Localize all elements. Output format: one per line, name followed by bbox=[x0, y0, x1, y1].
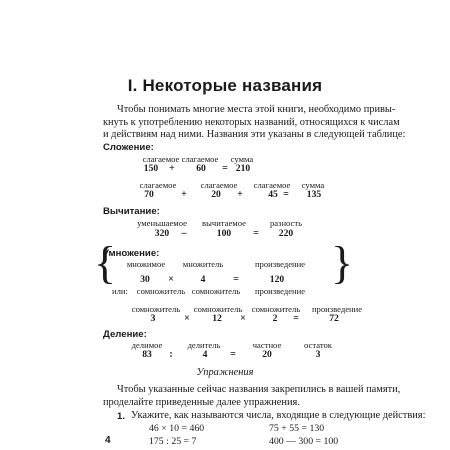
exercises-intro-line-1: Чтобы указанные сейчас названия закрепились в вашей памяти, bbox=[117, 384, 401, 395]
division-label: частное bbox=[252, 340, 282, 350]
multiplication-label: сомножитель bbox=[131, 304, 181, 314]
intro-line-2: кнуть к употреблению некоторых названий, относящихся к числам bbox=[103, 116, 400, 128]
page-title: I. Некоторые названия bbox=[127, 76, 323, 95]
addition-label: слагаемое bbox=[142, 154, 180, 164]
operator-sign: – bbox=[181, 228, 187, 239]
subtraction-label: уменьшаемое bbox=[137, 218, 187, 228]
multiplication-label: сомножитель bbox=[191, 286, 241, 296]
operator-sign: + bbox=[169, 163, 175, 174]
addition-heading: Сложение: bbox=[103, 142, 154, 153]
operator-sign: + bbox=[181, 189, 187, 200]
operator-sign: + bbox=[237, 189, 243, 200]
multiplication-label: сомножитель bbox=[251, 304, 301, 314]
division-heading: Деление: bbox=[103, 329, 147, 340]
operator-sign: = bbox=[253, 228, 259, 239]
multiplication-label: множитель bbox=[182, 259, 224, 269]
addition-label: слагаемое bbox=[139, 180, 177, 190]
multiplication-label: произведение bbox=[311, 304, 363, 314]
subtraction-number: 320 bbox=[154, 228, 170, 239]
addition-number: 70 bbox=[144, 189, 154, 200]
addition-label: слагаемое bbox=[200, 180, 238, 190]
exercises-intro-line-2: проделайте приведенные далее упражнения. bbox=[103, 396, 300, 408]
addition-number: 135 bbox=[306, 189, 322, 200]
division-label: делимое bbox=[131, 340, 163, 350]
multiplication-label: сомножитель bbox=[136, 286, 186, 296]
multiplication-label: произведение bbox=[254, 259, 306, 269]
addition-number: 20 bbox=[211, 189, 221, 200]
division-number: 20 bbox=[262, 349, 272, 360]
right-curly-brace: } bbox=[331, 237, 354, 288]
exercise-expression: 75 + 55 = 130 bbox=[269, 423, 325, 434]
or-word: или: bbox=[112, 286, 128, 296]
operator-sign: = bbox=[222, 163, 228, 174]
addition-number: 60 bbox=[196, 163, 206, 174]
page-number: 4 bbox=[105, 435, 111, 446]
addition-number: 210 bbox=[235, 163, 251, 174]
addition-label: сумма bbox=[301, 180, 325, 190]
operator-sign: = bbox=[283, 189, 289, 200]
addition-label: слагаемое bbox=[253, 180, 291, 190]
division-number: 3 bbox=[315, 349, 321, 360]
multiplication-number: 4 bbox=[200, 274, 206, 285]
addition-label: сумма bbox=[230, 154, 254, 164]
division-label: делитель bbox=[187, 340, 221, 350]
multiplication-number: 72 bbox=[329, 313, 339, 324]
multiplication-label: множимое bbox=[126, 259, 166, 269]
subtraction-heading: Вычитание: bbox=[103, 206, 160, 217]
multiplication-number: 2 bbox=[272, 313, 278, 324]
multiplication-number: 30 bbox=[140, 274, 150, 285]
exercise-expression: 46 × 10 = 460 bbox=[149, 423, 205, 434]
addition-number: 45 bbox=[268, 189, 278, 200]
exercise-expression: 175 : 25 = 7 bbox=[149, 436, 197, 447]
multiplication-number: 12 bbox=[212, 313, 222, 324]
exercise-number: 1. bbox=[117, 411, 126, 422]
addition-number: 150 bbox=[143, 163, 159, 174]
multiplication-number: 3 bbox=[150, 313, 156, 324]
multiplication-label: сомножитель bbox=[193, 304, 243, 314]
subtraction-label: разность bbox=[269, 218, 303, 228]
operator-sign: = bbox=[293, 313, 299, 324]
operator-sign: : bbox=[169, 349, 173, 360]
multiplication-label: произведение bbox=[254, 286, 306, 296]
division-number: 83 bbox=[142, 349, 152, 360]
operator-sign: × bbox=[168, 274, 174, 285]
operator-sign: = bbox=[230, 349, 236, 360]
left-curly-brace: { bbox=[94, 237, 117, 288]
multiplication-heading: Умножение: bbox=[103, 248, 160, 259]
subtraction-number: 100 bbox=[216, 228, 232, 239]
exercise-text: Укажите, как называются числа, входящие в следующие действия: bbox=[131, 410, 426, 421]
division-number: 4 bbox=[202, 349, 208, 360]
exercises-heading: Упражнения bbox=[196, 367, 254, 378]
operator-sign: × bbox=[184, 313, 190, 324]
subtraction-number: 220 bbox=[278, 228, 294, 239]
subtraction-label: вычитаемое bbox=[202, 218, 246, 228]
intro-line-3: и действиям над ними. Названия эти указаны в следующей таблице: bbox=[103, 129, 406, 140]
division-label: остаток bbox=[304, 340, 332, 350]
operator-sign: × bbox=[240, 313, 246, 324]
exercise-expression: 400 — 300 = 100 bbox=[269, 436, 339, 447]
operator-sign: = bbox=[233, 274, 239, 285]
multiplication-number: 120 bbox=[269, 274, 285, 285]
intro-line-1: Чтобы понимать многие места этой книги, необходимо привы- bbox=[117, 104, 396, 115]
addition-label: слагаемое bbox=[181, 154, 219, 164]
